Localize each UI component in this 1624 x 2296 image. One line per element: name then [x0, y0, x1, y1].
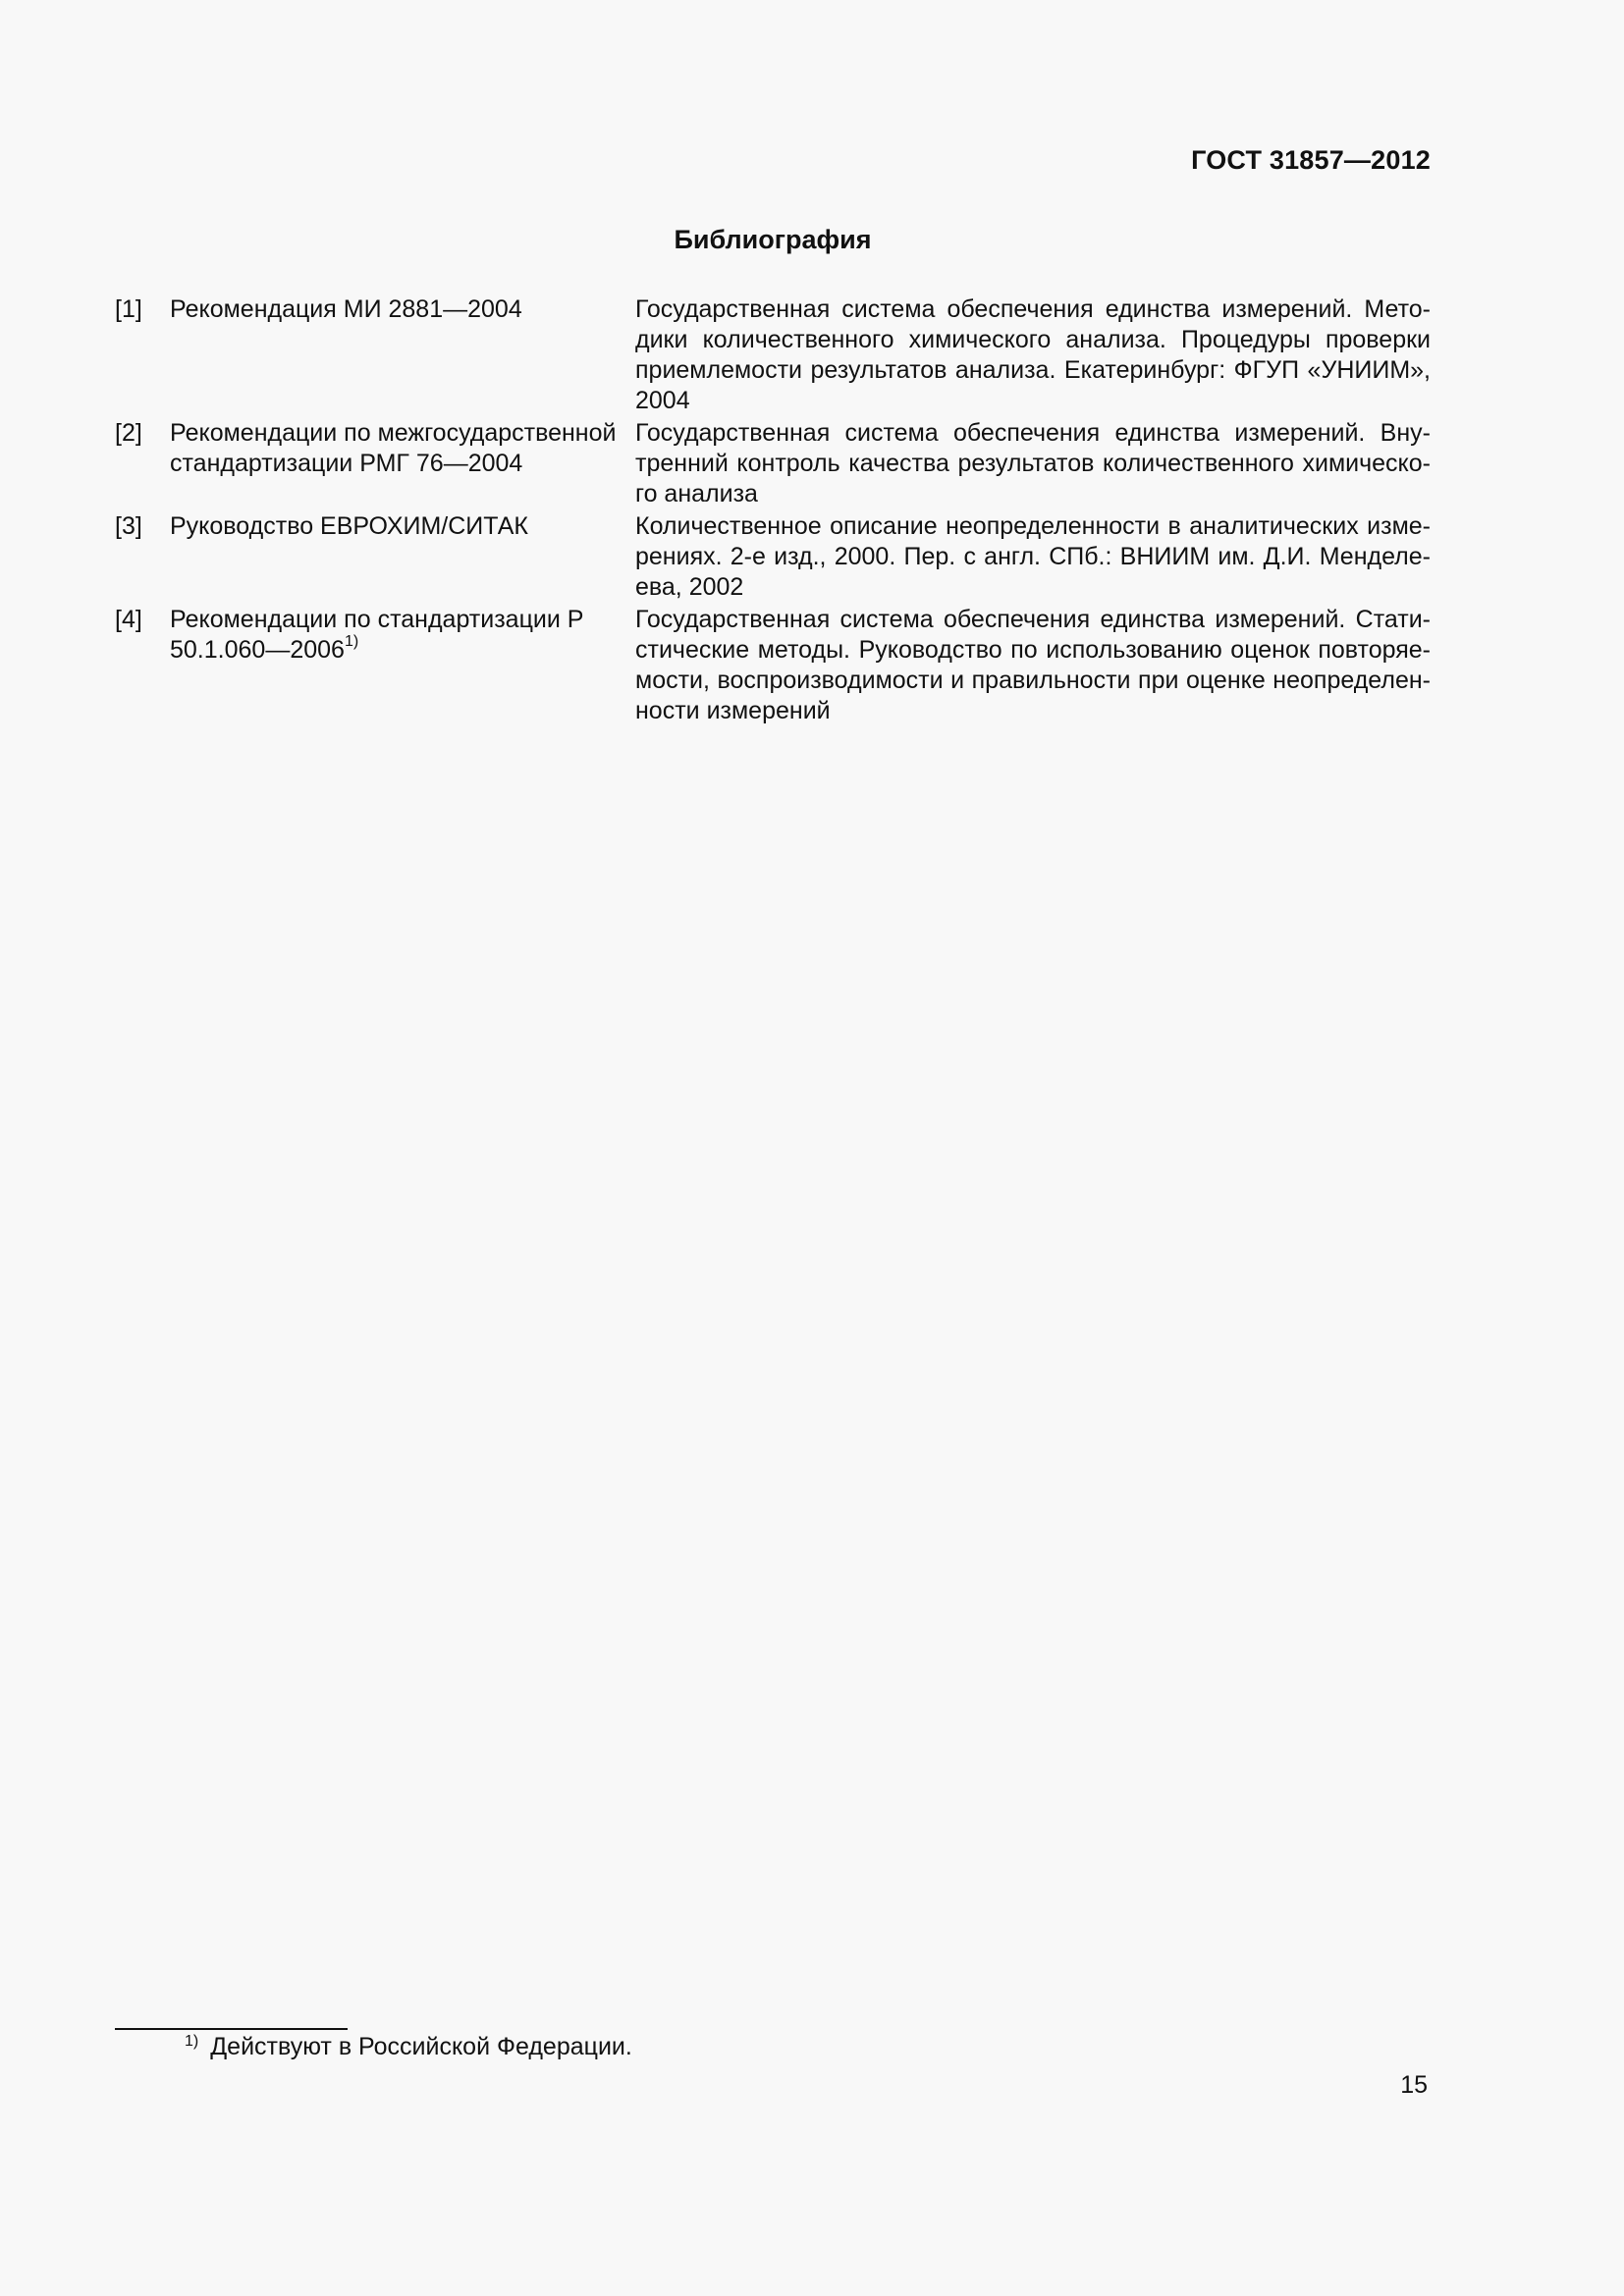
- entry-number: [1]: [115, 295, 142, 323]
- entry-reference: [170, 294, 635, 416]
- entry-number: [2]: [115, 419, 142, 447]
- entry-reference-text: Рекомендации по стандартизации Р 50.1.060—2006: [170, 606, 584, 664]
- entry-reference-text: Рекомендация МИ 2881—2004: [170, 295, 522, 323]
- entry-reference: [170, 605, 635, 726]
- entry-reference-text: Руководство ЕВРОХИМ/СИТАК: [170, 512, 528, 540]
- entry-description: Государственная система обеспечения единства измерений. Статистические методы. Руководство по использованию оценок повторяемости, воспроизводимости и правильности при оценке неопределенности измерений: [635, 606, 1431, 724]
- entry-description: Государственная система обеспечения единства измерений. Методики количественного химического анализа. Процедуры проверки приемлемости результатов анализа. Екатеринбург: ФГУП «УНИИМ», 2004: [635, 295, 1431, 414]
- entry-reference: [170, 511, 635, 603]
- entry-number: [3]: [115, 512, 142, 540]
- entry-reference-text: Рекомендации по межгосударственной стандартизации РМГ 76—2004: [170, 419, 617, 477]
- footnote: [185, 2032, 632, 2065]
- entry-description: Количественное описание неопределенности в аналитических измерениях. 2-е изд., 2000. Пер. с англ. СПб.: ВНИИМ им. Д.И. Менделеева, 2002: [635, 512, 1431, 601]
- footnote-mark: 1): [185, 2033, 199, 2050]
- bibliography-entry: [115, 294, 1431, 416]
- bibliography-entry: [115, 605, 1431, 726]
- section-title: Библиография: [674, 225, 872, 254]
- footnote-reference-mark: 1): [344, 632, 359, 650]
- entry-number: [4]: [115, 606, 142, 633]
- entry-reference: [170, 418, 635, 509]
- bibliography-list: [115, 294, 1431, 728]
- bibliography-entry: [115, 511, 1431, 603]
- page-number: 15: [1400, 2071, 1428, 2099]
- entry-description: Государственная система обеспечения единства измерений. Внутренний контроль качества результатов количественного химического анализа: [635, 419, 1431, 507]
- footnote-text: Действуют в Российской Федерации.: [210, 2033, 632, 2060]
- footnote-separator: [115, 2028, 348, 2030]
- bibliography-entry: [115, 418, 1431, 509]
- document-code: ГОСТ 31857—2012: [1191, 145, 1431, 175]
